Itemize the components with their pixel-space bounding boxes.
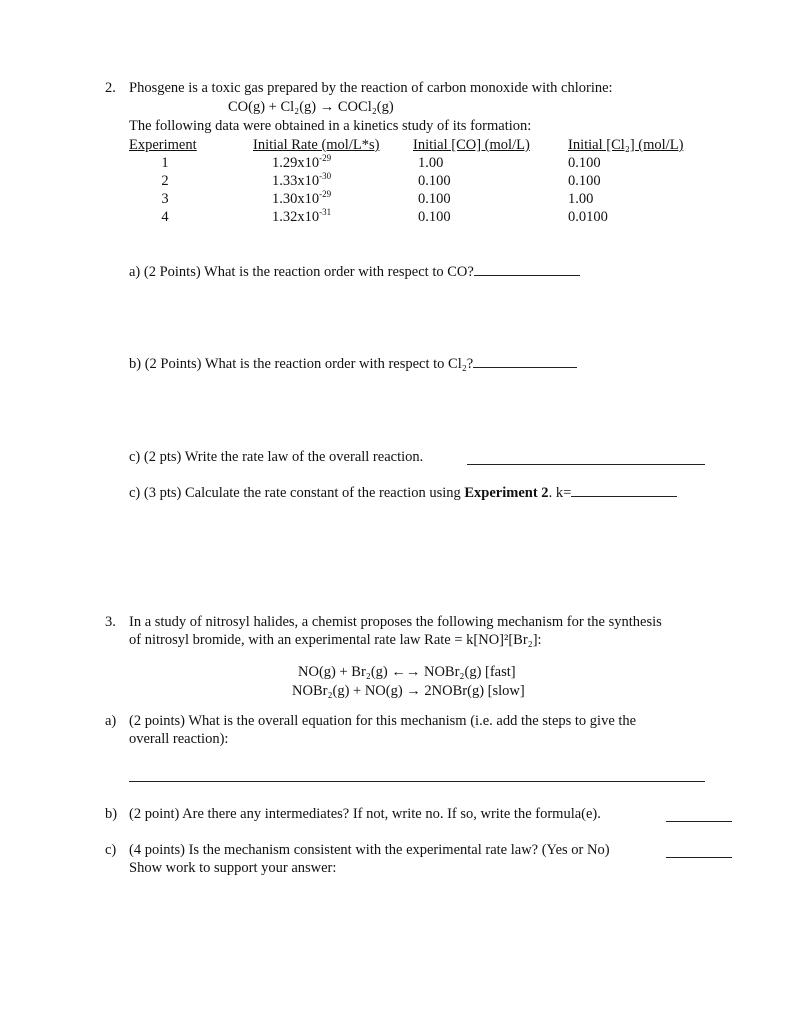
rate-3: $1.30x10^{-29}$	[272, 189, 332, 207]
col-rate-values	[272, 154, 331, 226]
col-rate	[253, 136, 379, 154]
rate-1: $1.29x10^{-29}$	[272, 153, 332, 171]
cl2-1: 0.100	[568, 155, 601, 171]
q2-intro: Phosgene is a toxic gas prepared by the reaction of carbon monoxide with chlorine:	[129, 80, 613, 96]
q3-part-c-line2: Show work to support your answer:	[129, 860, 337, 876]
rate-4: $1.32x10^{-31}$	[272, 207, 332, 225]
q3-number: 3.	[105, 614, 116, 630]
q3-step2: NOBr₂(g) + NO(g) → 2NOBr(g) [slow]	[292, 683, 525, 699]
q2-part-c1	[129, 449, 423, 466]
q3-part-a-line1: (2 points) What is the overall equation for this mechanism (i.e. add the steps to give the	[129, 713, 637, 729]
exp-1: 1	[161, 155, 169, 171]
q3-step1: NO(g) + Br₂(g) ←→ NOBr₂(g) [fast]	[298, 664, 516, 680]
cl2-3: 1.00	[568, 191, 594, 207]
exponent: -29	[319, 153, 332, 163]
q2-part-c2-answer-blank[interactable]	[571, 495, 677, 497]
col-experiment	[129, 136, 197, 154]
header-rate: Initial Rate (mol/L*s)	[253, 137, 380, 153]
q3-part-a-label: a)	[105, 713, 117, 729]
header-experiment: Experiment	[129, 137, 197, 153]
exp-3: 3	[161, 191, 169, 207]
q2-part-b-text: b) (2 Points) What is the reaction order with respect to Cl₂?	[129, 356, 474, 372]
q3-intro-line1: In a study of nitrosyl halides, a chemist proposes the following mechanism for the synthesis	[129, 614, 662, 630]
q3-part-b-text: (2 point) Are there any intermediates? If not, write no. If so, write the formula(e).	[129, 806, 601, 822]
q2-part-c2	[129, 485, 677, 502]
q2-part-a	[129, 264, 580, 281]
q2-equation: CO(g) + Cl₂(g) → COCl₂(g)	[228, 99, 394, 115]
col-co	[413, 136, 530, 154]
exponent: -29	[319, 189, 332, 199]
col-experiment-values	[160, 154, 170, 226]
q2-part-c2-suffix: . k=	[548, 485, 572, 501]
q3-part-b-label: b)	[105, 806, 118, 822]
q2-part-b-answer-blank[interactable]	[473, 366, 577, 368]
q2-part-c2-bold: Experiment 2	[464, 485, 549, 501]
co-4: 0.100	[418, 209, 451, 225]
q2-number: 2.	[105, 80, 116, 96]
co-2: 0.100	[418, 173, 451, 189]
q3-part-c-answer-blank[interactable]	[666, 856, 732, 858]
q3-part-b	[129, 806, 601, 823]
exp-4: 4	[161, 209, 169, 225]
co-1: 1.00	[418, 155, 444, 171]
exponent: -30	[319, 171, 332, 181]
q2-data-intro: The following data were obtained in a kinetics study of its formation:	[129, 118, 532, 134]
col-cl2	[568, 136, 683, 154]
q2-part-a-answer-blank[interactable]	[474, 274, 580, 276]
header-cl2: Initial [Cl₂] (mol/L)	[568, 137, 684, 153]
col-co-values	[418, 154, 451, 226]
q3-part-b-answer-blank[interactable]	[666, 820, 732, 822]
q2-part-b	[129, 356, 577, 373]
q3-part-c-label: c)	[105, 842, 117, 858]
co-3: 0.100	[418, 191, 451, 207]
q2-part-c2-prefix: c) (3 pts) Calculate the rate constant of the reaction using	[129, 485, 461, 501]
exponent: -31	[319, 207, 332, 217]
q2-part-c1-text: c) (2 pts) Write the rate law of the overall reaction.	[129, 449, 424, 465]
cl2-4: 0.0100	[568, 209, 608, 225]
q2-part-a-text: a) (2 Points) What is the reaction order with respect to CO?	[129, 264, 474, 280]
q3-part-a-line2: overall reaction):	[129, 731, 229, 747]
cl2-2: 0.100	[568, 173, 601, 189]
q3-part-c-line1: (4 points) Is the mechanism consistent with the experimental rate law? (Yes or No)	[129, 842, 610, 858]
q3-part-a-answer-blank[interactable]	[129, 780, 705, 782]
header-co: Initial [CO] (mol/L)	[413, 137, 530, 153]
col-cl2-values	[568, 154, 608, 226]
rate-2: $1.33x10^{-30}$	[272, 171, 332, 189]
q3-intro-line2: of nitrosyl bromide, with an experimental rate law Rate = k[NO]²[Br₂]:	[129, 632, 542, 648]
exp-2: 2	[161, 173, 169, 189]
q2-part-c1-answer-blank[interactable]	[467, 463, 705, 465]
